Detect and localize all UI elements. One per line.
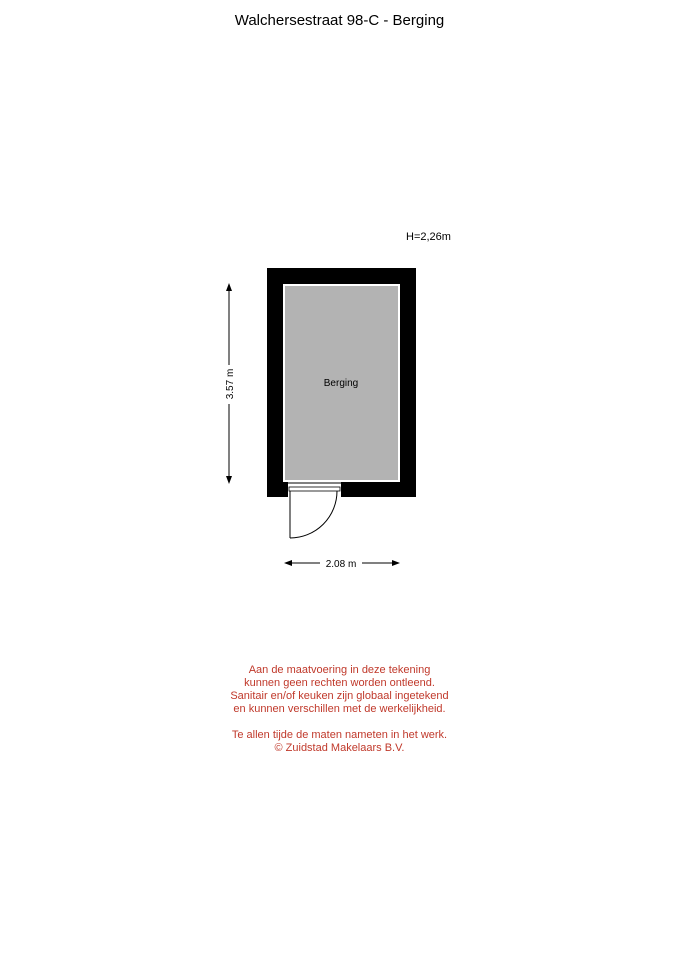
disclaimer xyxy=(0,664,679,755)
room-name: Berging xyxy=(323,378,359,389)
copyright-line: © Zuidstad Makelaars B.V. xyxy=(274,742,405,754)
width-arrow-left xyxy=(284,560,292,566)
depth-arrow-top xyxy=(226,283,232,291)
disclaimer-line: Sanitair en/of keuken zijn globaal ingetekend xyxy=(230,690,449,702)
disclaimer-spacer xyxy=(0,716,679,729)
width-label: 2.08 m xyxy=(325,559,357,570)
ceiling-height-label: H=2,26m xyxy=(406,231,451,243)
depth-arrow-bottom xyxy=(226,476,232,484)
page-title: Walchersestraat 98-C - Berging xyxy=(234,12,445,29)
disclaimer-line: en kunnen verschillen met de werkelijkheid. xyxy=(233,703,446,715)
disclaimer-line: Aan de maatvoering in deze tekening xyxy=(248,664,431,676)
depth-label: 3.57 m xyxy=(225,368,236,400)
disclaimer-line: kunnen geen rechten worden ontleend. xyxy=(244,677,435,689)
width-arrow-right xyxy=(392,560,400,566)
door-swing-arc xyxy=(290,491,337,538)
disclaimer-line: Te allen tijde de maten nameten in het werk. xyxy=(231,729,448,741)
